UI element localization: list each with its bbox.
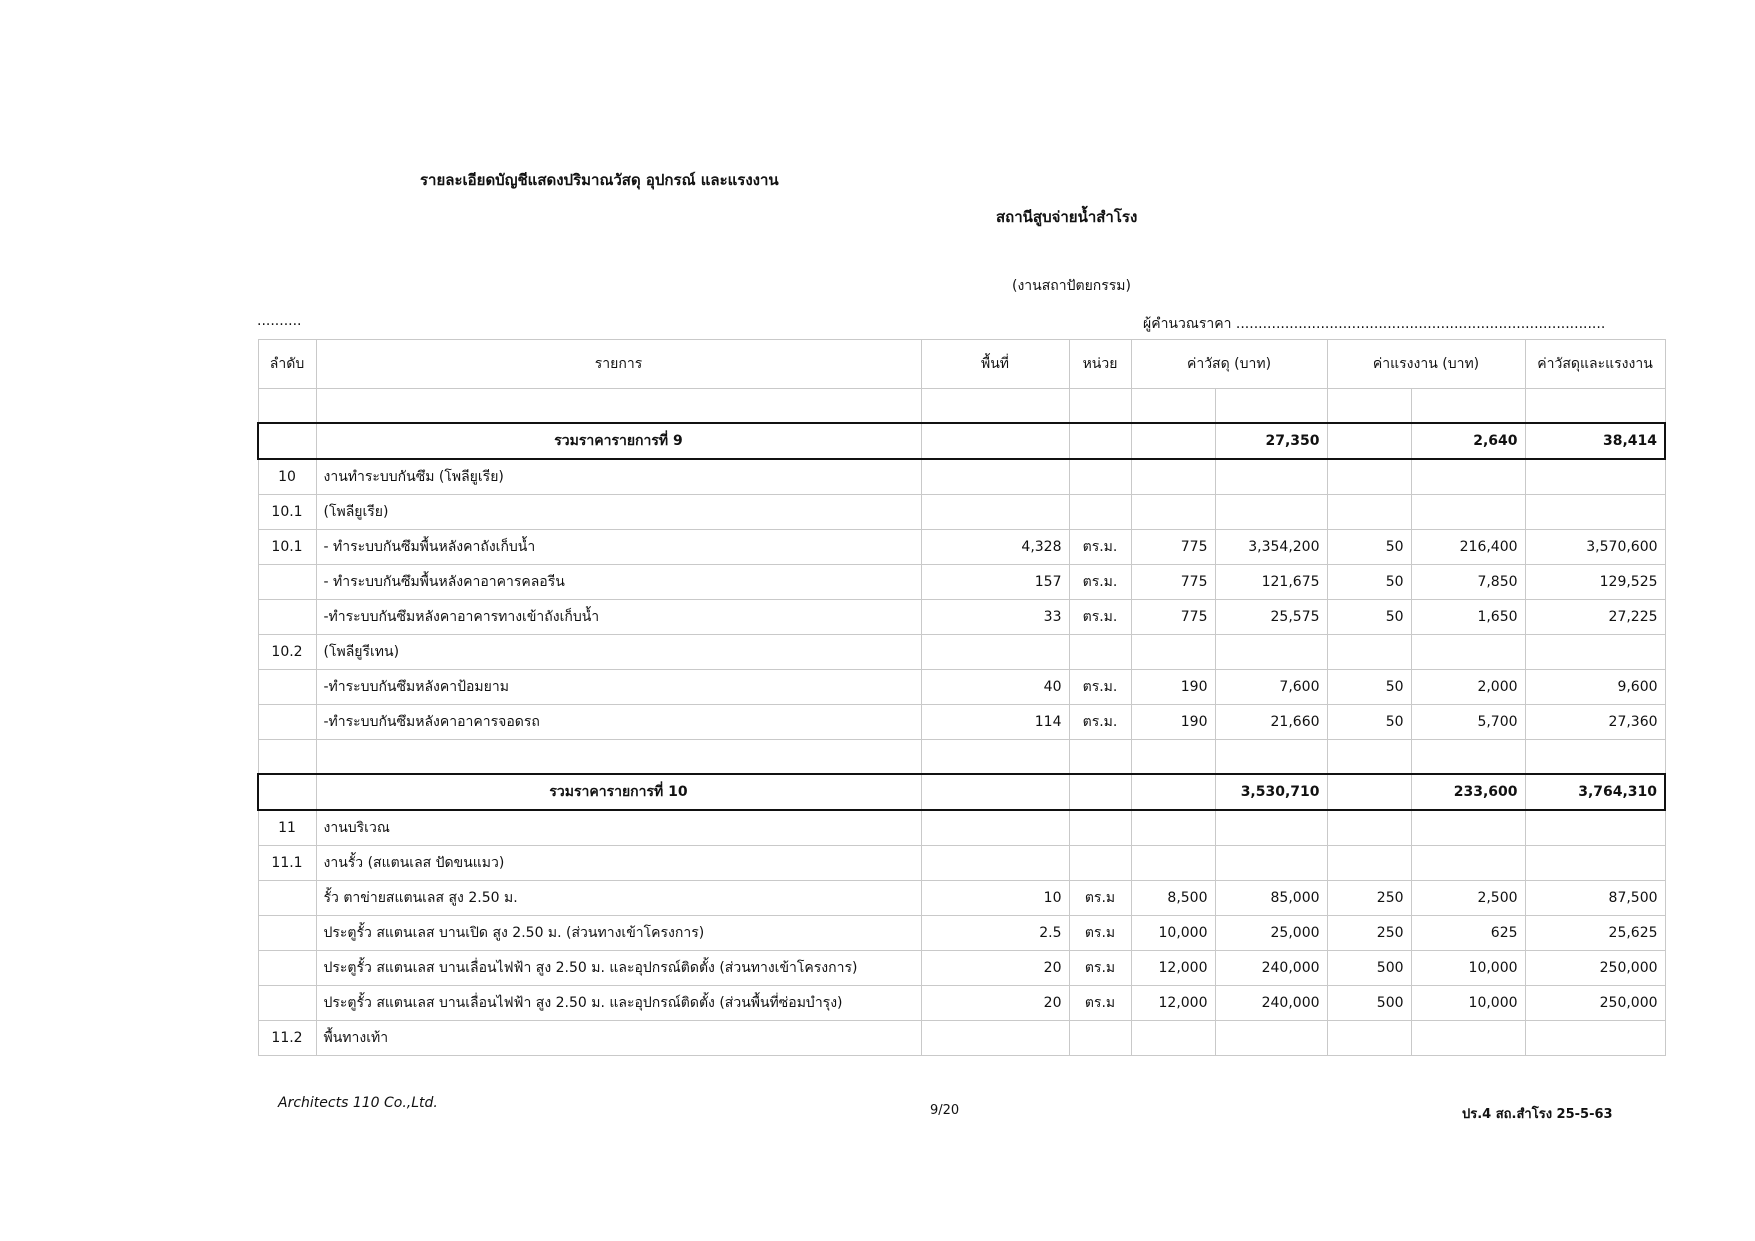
labor-unit-price bbox=[1327, 495, 1411, 530]
material-unit-price: 10,000 bbox=[1131, 916, 1215, 951]
quantity bbox=[921, 635, 1069, 670]
table-row bbox=[258, 530, 1665, 565]
row-number bbox=[258, 916, 316, 951]
row-number bbox=[258, 600, 316, 635]
unit bbox=[1069, 1021, 1131, 1056]
total-amount: 3,764,310 bbox=[1525, 774, 1665, 810]
table-row bbox=[258, 986, 1665, 1021]
material-amount: 21,660 bbox=[1215, 705, 1327, 740]
quantity: 2.5 bbox=[921, 916, 1069, 951]
labor-unit-price: 50 bbox=[1327, 600, 1411, 635]
quantity bbox=[921, 846, 1069, 881]
material-unit-price: 775 bbox=[1131, 600, 1215, 635]
total-amount: 87,500 bbox=[1525, 881, 1665, 916]
material-amount bbox=[1215, 846, 1327, 881]
total-amount bbox=[1525, 459, 1665, 495]
total-amount bbox=[1525, 389, 1665, 424]
total-amount bbox=[1525, 740, 1665, 775]
row-number bbox=[258, 740, 316, 775]
labor-amount bbox=[1411, 635, 1525, 670]
document-title: รายละเอียดบัญชีแสดงปริมาณวัสดุ อุปกรณ์ และแรงงาน bbox=[420, 171, 779, 189]
unit bbox=[1069, 774, 1131, 810]
table-row bbox=[258, 600, 1665, 635]
header-unit: หน่วย bbox=[1069, 340, 1131, 389]
total-amount bbox=[1525, 635, 1665, 670]
item-description: รวมราคารายการที่ 10 bbox=[316, 774, 921, 810]
table-row bbox=[258, 670, 1665, 705]
blank-field: .......... bbox=[257, 313, 302, 329]
material-amount: 3,530,710 bbox=[1215, 774, 1327, 810]
labor-amount: 5,700 bbox=[1411, 705, 1525, 740]
quantity bbox=[921, 1021, 1069, 1056]
material-amount: 85,000 bbox=[1215, 881, 1327, 916]
project-name: สถานีสูบจ่ายน้ำสำโรง bbox=[996, 208, 1138, 226]
material-amount bbox=[1215, 740, 1327, 775]
material-unit-price: 775 bbox=[1131, 530, 1215, 565]
quantity: 20 bbox=[921, 951, 1069, 986]
labor-unit-price: 500 bbox=[1327, 951, 1411, 986]
labor-unit-price: 50 bbox=[1327, 705, 1411, 740]
labor-amount: 2,000 bbox=[1411, 670, 1525, 705]
material-unit-price bbox=[1131, 740, 1215, 775]
material-amount bbox=[1215, 495, 1327, 530]
item-description: ประตูรั้ว สแตนเลส บานเลื่อนไฟฟ้า สูง 2.50 ม. และอุปกรณ์ติดตั้ง (ส่วนพื้นที่ซ่อมบำรุง) bbox=[316, 986, 921, 1021]
labor-amount bbox=[1411, 495, 1525, 530]
quantity: 114 bbox=[921, 705, 1069, 740]
footer-page-number: 9/20 bbox=[930, 1103, 960, 1118]
quantity bbox=[921, 495, 1069, 530]
table-row bbox=[258, 705, 1665, 740]
header-labor: ค่าแรงงาน (บาท) bbox=[1327, 340, 1525, 389]
total-amount: 3,570,600 bbox=[1525, 530, 1665, 565]
subtotal-row bbox=[258, 774, 1665, 810]
work-category: (งานสถาปัตยกรรม) bbox=[1012, 278, 1131, 294]
quantity bbox=[921, 810, 1069, 846]
labor-amount bbox=[1411, 846, 1525, 881]
labor-unit-price: 50 bbox=[1327, 670, 1411, 705]
spacer-row bbox=[258, 740, 1665, 775]
labor-amount: 2,500 bbox=[1411, 881, 1525, 916]
unit: ตร.ม bbox=[1069, 986, 1131, 1021]
item-description: ประตูรั้ว สแตนเลส บานเลื่อนไฟฟ้า สูง 2.50 ม. และอุปกรณ์ติดตั้ง (ส่วนทางเข้าโครงการ) bbox=[316, 951, 921, 986]
labor-amount bbox=[1411, 740, 1525, 775]
total-amount: 27,360 bbox=[1525, 705, 1665, 740]
material-unit-price bbox=[1131, 846, 1215, 881]
unit bbox=[1069, 459, 1131, 495]
labor-unit-price bbox=[1327, 389, 1411, 424]
material-amount: 121,675 bbox=[1215, 565, 1327, 600]
material-unit-price bbox=[1131, 495, 1215, 530]
row-number: 10.1 bbox=[258, 530, 316, 565]
section-row bbox=[258, 1021, 1665, 1056]
row-number: 11.2 bbox=[258, 1021, 316, 1056]
item-description: -ทำระบบกันซึมหลังคาอาคารทางเข้าถังเก็บน้ำ bbox=[316, 600, 921, 635]
labor-amount: 233,600 bbox=[1411, 774, 1525, 810]
item-description: รวมราคารายการที่ 9 bbox=[316, 423, 921, 459]
header-item: รายการ bbox=[316, 340, 921, 389]
material-unit-price bbox=[1131, 774, 1215, 810]
labor-unit-price bbox=[1327, 423, 1411, 459]
section-row bbox=[258, 810, 1665, 846]
item-description: งานทำระบบกันซึม (โพลียูเรีย) bbox=[316, 459, 921, 495]
boq-table bbox=[257, 339, 1666, 1056]
item-description bbox=[316, 740, 921, 775]
labor-unit-price: 500 bbox=[1327, 986, 1411, 1021]
labor-amount: 625 bbox=[1411, 916, 1525, 951]
total-amount bbox=[1525, 495, 1665, 530]
quantity bbox=[921, 423, 1069, 459]
item-description: - ทำระบบกันซึมพื้นหลังคาอาคารคลอรีน bbox=[316, 565, 921, 600]
material-unit-price bbox=[1131, 423, 1215, 459]
unit: ตร.ม bbox=[1069, 881, 1131, 916]
quantity: 20 bbox=[921, 986, 1069, 1021]
total-amount: 250,000 bbox=[1525, 986, 1665, 1021]
section-row bbox=[258, 459, 1665, 495]
unit: ตร.ม bbox=[1069, 916, 1131, 951]
quantity bbox=[921, 459, 1069, 495]
quantity: 4,328 bbox=[921, 530, 1069, 565]
quantity: 40 bbox=[921, 670, 1069, 705]
labor-unit-price bbox=[1327, 774, 1411, 810]
unit bbox=[1069, 423, 1131, 459]
header-no: ลำดับ bbox=[258, 340, 316, 389]
quantity bbox=[921, 740, 1069, 775]
estimator-line: ผู้คำนวณราคา ................................................................................... bbox=[1143, 316, 1606, 332]
section-row bbox=[258, 846, 1665, 881]
item-description: (โพลียูเรีย) bbox=[316, 495, 921, 530]
quantity: 33 bbox=[921, 600, 1069, 635]
unit: ตร.ม. bbox=[1069, 705, 1131, 740]
spacer-row bbox=[258, 389, 1665, 424]
labor-unit-price bbox=[1327, 810, 1411, 846]
table-body bbox=[258, 389, 1665, 1056]
footer-doc-ref: ปร.4 สถ.สำโรง 25-5-63 bbox=[1462, 1107, 1613, 1122]
row-number: 10 bbox=[258, 459, 316, 495]
table-row bbox=[258, 916, 1665, 951]
labor-amount: 7,850 bbox=[1411, 565, 1525, 600]
material-unit-price: 190 bbox=[1131, 705, 1215, 740]
row-number: 11 bbox=[258, 810, 316, 846]
item-description: ประตูรั้ว สแตนเลส บานเปิด สูง 2.50 ม. (ส่วนทางเข้าโครงการ) bbox=[316, 916, 921, 951]
labor-amount: 2,640 bbox=[1411, 423, 1525, 459]
table-header-row bbox=[258, 340, 1665, 389]
material-amount: 27,350 bbox=[1215, 423, 1327, 459]
material-amount: 240,000 bbox=[1215, 951, 1327, 986]
labor-amount bbox=[1411, 810, 1525, 846]
labor-unit-price bbox=[1327, 635, 1411, 670]
row-number bbox=[258, 389, 316, 424]
labor-amount bbox=[1411, 459, 1525, 495]
unit: ตร.ม. bbox=[1069, 530, 1131, 565]
section-row bbox=[258, 635, 1665, 670]
row-number bbox=[258, 705, 316, 740]
item-description bbox=[316, 389, 921, 424]
row-number: 11.1 bbox=[258, 846, 316, 881]
labor-amount: 216,400 bbox=[1411, 530, 1525, 565]
unit bbox=[1069, 495, 1131, 530]
total-amount: 38,414 bbox=[1525, 423, 1665, 459]
unit bbox=[1069, 389, 1131, 424]
row-number bbox=[258, 881, 316, 916]
section-row bbox=[258, 495, 1665, 530]
header-material: ค่าวัสดุ (บาท) bbox=[1131, 340, 1327, 389]
item-description: -ทำระบบกันซึมหลังคาป้อมยาม bbox=[316, 670, 921, 705]
unit: ตร.ม. bbox=[1069, 670, 1131, 705]
labor-unit-price: 250 bbox=[1327, 916, 1411, 951]
material-unit-price bbox=[1131, 459, 1215, 495]
labor-amount: 10,000 bbox=[1411, 951, 1525, 986]
material-amount: 240,000 bbox=[1215, 986, 1327, 1021]
unit bbox=[1069, 810, 1131, 846]
total-amount: 129,525 bbox=[1525, 565, 1665, 600]
labor-unit-price bbox=[1327, 459, 1411, 495]
labor-unit-price bbox=[1327, 1021, 1411, 1056]
material-amount bbox=[1215, 389, 1327, 424]
unit bbox=[1069, 846, 1131, 881]
item-description: งานรั้ว (สแตนเลส ปัดขนแมว) bbox=[316, 846, 921, 881]
material-amount bbox=[1215, 1021, 1327, 1056]
labor-unit-price bbox=[1327, 740, 1411, 775]
total-amount: 250,000 bbox=[1525, 951, 1665, 986]
total-amount bbox=[1525, 810, 1665, 846]
row-number bbox=[258, 670, 316, 705]
quantity bbox=[921, 389, 1069, 424]
subtotal-row bbox=[258, 423, 1665, 459]
labor-amount bbox=[1411, 1021, 1525, 1056]
footer-company: Architects 110 Co.,Ltd. bbox=[278, 1095, 438, 1111]
material-unit-price bbox=[1131, 1021, 1215, 1056]
labor-unit-price: 250 bbox=[1327, 881, 1411, 916]
material-amount bbox=[1215, 459, 1327, 495]
row-number: 10.1 bbox=[258, 495, 316, 530]
labor-unit-price: 50 bbox=[1327, 565, 1411, 600]
header-total: ค่าวัสดุและแรงงาน bbox=[1525, 340, 1665, 389]
unit: ตร.ม bbox=[1069, 951, 1131, 986]
item-description: - ทำระบบกันซึมพื้นหลังคาถังเก็บน้ำ bbox=[316, 530, 921, 565]
item-description: พื้นทางเท้า bbox=[316, 1021, 921, 1056]
total-amount: 9,600 bbox=[1525, 670, 1665, 705]
labor-amount: 10,000 bbox=[1411, 986, 1525, 1021]
unit: ตร.ม. bbox=[1069, 600, 1131, 635]
row-number bbox=[258, 774, 316, 810]
material-unit-price: 190 bbox=[1131, 670, 1215, 705]
item-description: รั้ว ตาข่ายสแตนเลส สูง 2.50 ม. bbox=[316, 881, 921, 916]
material-unit-price: 12,000 bbox=[1131, 951, 1215, 986]
quantity: 157 bbox=[921, 565, 1069, 600]
total-amount bbox=[1525, 1021, 1665, 1056]
header-area: พื้นที่ bbox=[921, 340, 1069, 389]
unit: ตร.ม. bbox=[1069, 565, 1131, 600]
labor-amount bbox=[1411, 389, 1525, 424]
labor-amount: 1,650 bbox=[1411, 600, 1525, 635]
item-description: -ทำระบบกันซึมหลังคาอาคารจอดรถ bbox=[316, 705, 921, 740]
total-amount: 25,625 bbox=[1525, 916, 1665, 951]
row-number: 10.2 bbox=[258, 635, 316, 670]
material-unit-price bbox=[1131, 635, 1215, 670]
row-number bbox=[258, 565, 316, 600]
material-amount: 3,354,200 bbox=[1215, 530, 1327, 565]
table-row bbox=[258, 565, 1665, 600]
material-amount bbox=[1215, 810, 1327, 846]
quantity bbox=[921, 774, 1069, 810]
table-row bbox=[258, 881, 1665, 916]
row-number bbox=[258, 986, 316, 1021]
table-row bbox=[258, 951, 1665, 986]
material-amount bbox=[1215, 635, 1327, 670]
total-amount: 27,225 bbox=[1525, 600, 1665, 635]
material-amount: 7,600 bbox=[1215, 670, 1327, 705]
material-unit-price: 775 bbox=[1131, 565, 1215, 600]
item-description: งานบริเวณ bbox=[316, 810, 921, 846]
material-unit-price bbox=[1131, 810, 1215, 846]
labor-unit-price: 50 bbox=[1327, 530, 1411, 565]
quantity: 10 bbox=[921, 881, 1069, 916]
row-number bbox=[258, 423, 316, 459]
unit bbox=[1069, 635, 1131, 670]
material-unit-price: 8,500 bbox=[1131, 881, 1215, 916]
item-description: (โพลียูรีเทน) bbox=[316, 635, 921, 670]
row-number bbox=[258, 951, 316, 986]
material-unit-price bbox=[1131, 389, 1215, 424]
material-amount: 25,000 bbox=[1215, 916, 1327, 951]
material-amount: 25,575 bbox=[1215, 600, 1327, 635]
total-amount bbox=[1525, 846, 1665, 881]
unit bbox=[1069, 740, 1131, 775]
labor-unit-price bbox=[1327, 846, 1411, 881]
material-unit-price: 12,000 bbox=[1131, 986, 1215, 1021]
